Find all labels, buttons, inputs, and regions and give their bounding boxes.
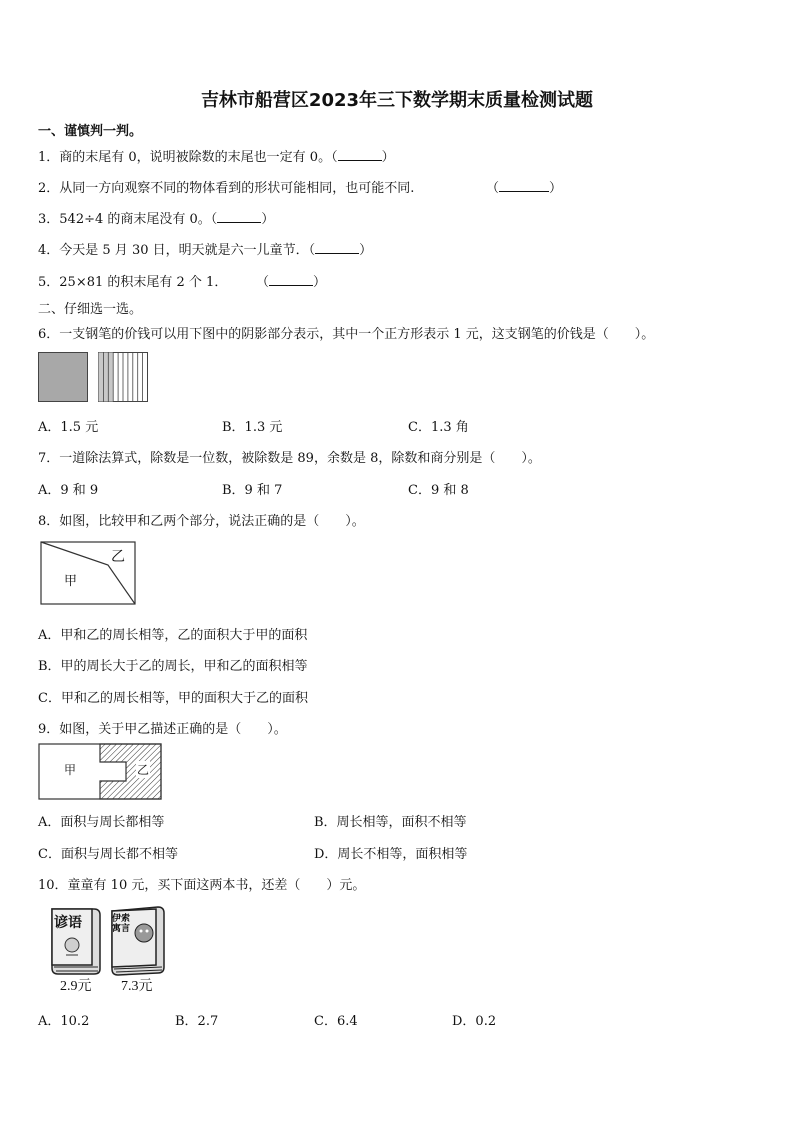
q6-option-c[interactable]: C．1.3 角 (408, 420, 469, 435)
paren-close: ） (313, 275, 327, 290)
book-2-price: 7.3元 (121, 979, 153, 994)
q9-option-c[interactable]: C．面积与周长都不相等 (38, 847, 178, 862)
q8-option-b[interactable]: B．甲的周长大于乙的周长，甲和乙的面积相等 (38, 659, 308, 674)
q7-option-c[interactable]: C．9 和 8 (408, 483, 469, 498)
q9-label-yi: 乙 (137, 763, 150, 777)
answer-blank[interactable] (269, 273, 313, 286)
answer-blank[interactable] (315, 241, 359, 254)
answer-blank[interactable] (217, 210, 261, 223)
q9-option-d[interactable]: D．周长不相等，面积相等 (314, 847, 468, 862)
section-2-heading: 二、仔细选一选。 (38, 302, 143, 317)
q6-option-a[interactable]: A．1.5 元 (38, 420, 99, 435)
question-9-text: 9．如图，关于甲乙描述正确的是（ ）。 (38, 722, 287, 737)
question-3 (38, 208, 274, 227)
q10-option-d[interactable]: D．0.2 (452, 1014, 497, 1029)
question-10-text: 10．童童有 10 元，买下面这两本书，还差（ ）元。 (38, 878, 366, 893)
q6-squares-figure (38, 352, 148, 404)
q9-label-jia: 甲 (64, 763, 77, 777)
question-1-text: 1．商的末尾有 0，说明被除数的末尾也一定有 0。（ (38, 150, 338, 165)
question-8-text: 8．如图，比较甲和乙两个部分，说法正确的是（ ）。 (38, 514, 365, 529)
book-1-title: 谚语 (54, 915, 82, 931)
question-3-text: 3．542÷4 的商末尾没有 0。（ (38, 212, 218, 227)
q6-option-b[interactable]: B．1.3 元 (222, 420, 283, 435)
q8-option-a[interactable]: A．甲和乙的周长相等，乙的面积大于甲的面积 (38, 628, 308, 643)
q9-option-b[interactable]: B．周长相等，面积不相等 (314, 815, 467, 830)
question-5 (38, 271, 227, 290)
paren-close: ） (381, 150, 395, 165)
paren-close: ） (549, 181, 563, 196)
section-1-heading: 一、谨慎判一判。 (38, 124, 143, 139)
question-5-answer (256, 271, 326, 290)
answer-blank[interactable] (499, 179, 549, 192)
q8-label-yi: 乙 (111, 549, 125, 565)
page-title: 吉林市船营区2023年三下数学期末质量检测试题 (200, 90, 594, 111)
full-shaded-square (39, 353, 88, 402)
question-4-text: 4．今天是 5 月 30 日，明天就是六一儿童节．（ (38, 243, 316, 258)
question-7-text: 7．一道除法算式，除数是一位数，被除数是 89，余数是 8，除数和商分别是（ ）。 (38, 451, 541, 466)
question-1 (38, 146, 395, 165)
q8-label-jia: 甲 (64, 574, 78, 589)
book-1-price: 2.9元 (60, 979, 92, 994)
q7-option-a[interactable]: A．9 和 9 (38, 483, 99, 498)
paren-close: ） (261, 212, 275, 227)
q10-option-a[interactable]: A．10.2 (38, 1014, 90, 1029)
paren-open: （ (256, 275, 270, 290)
question-6-text: 6．一支钢笔的价钱可以用下图中的阴影部分表示，其中一个正方形表示 1 元，这支钢笔的价钱是（ ）。 (38, 327, 655, 342)
question-5-text: 5．25×81 的积末尾有 2 个 1． (38, 275, 228, 290)
question-2-text: 2．从同一方向观察不同的物体看到的形状可能相同，也可能不同. (38, 181, 415, 196)
q8-option-c[interactable]: C．甲和乙的周长相等，甲的面积大于乙的面积 (38, 691, 308, 706)
q7-option-b[interactable]: B．9 和 7 (222, 483, 283, 498)
book-2-title: 伊索寓言 (112, 914, 131, 934)
q10-option-c[interactable]: C．6.4 (314, 1014, 358, 1029)
shaded-strips (99, 353, 114, 402)
q9-option-a[interactable]: A．面积与周长都相等 (38, 815, 165, 830)
paren-open: （ (486, 181, 500, 196)
question-4 (38, 239, 372, 258)
paren-close: ） (359, 243, 373, 258)
answer-blank[interactable] (338, 148, 382, 161)
question-2-answer (486, 177, 562, 196)
q10-option-b[interactable]: B．2.7 (175, 1014, 219, 1029)
question-2 (38, 177, 414, 196)
